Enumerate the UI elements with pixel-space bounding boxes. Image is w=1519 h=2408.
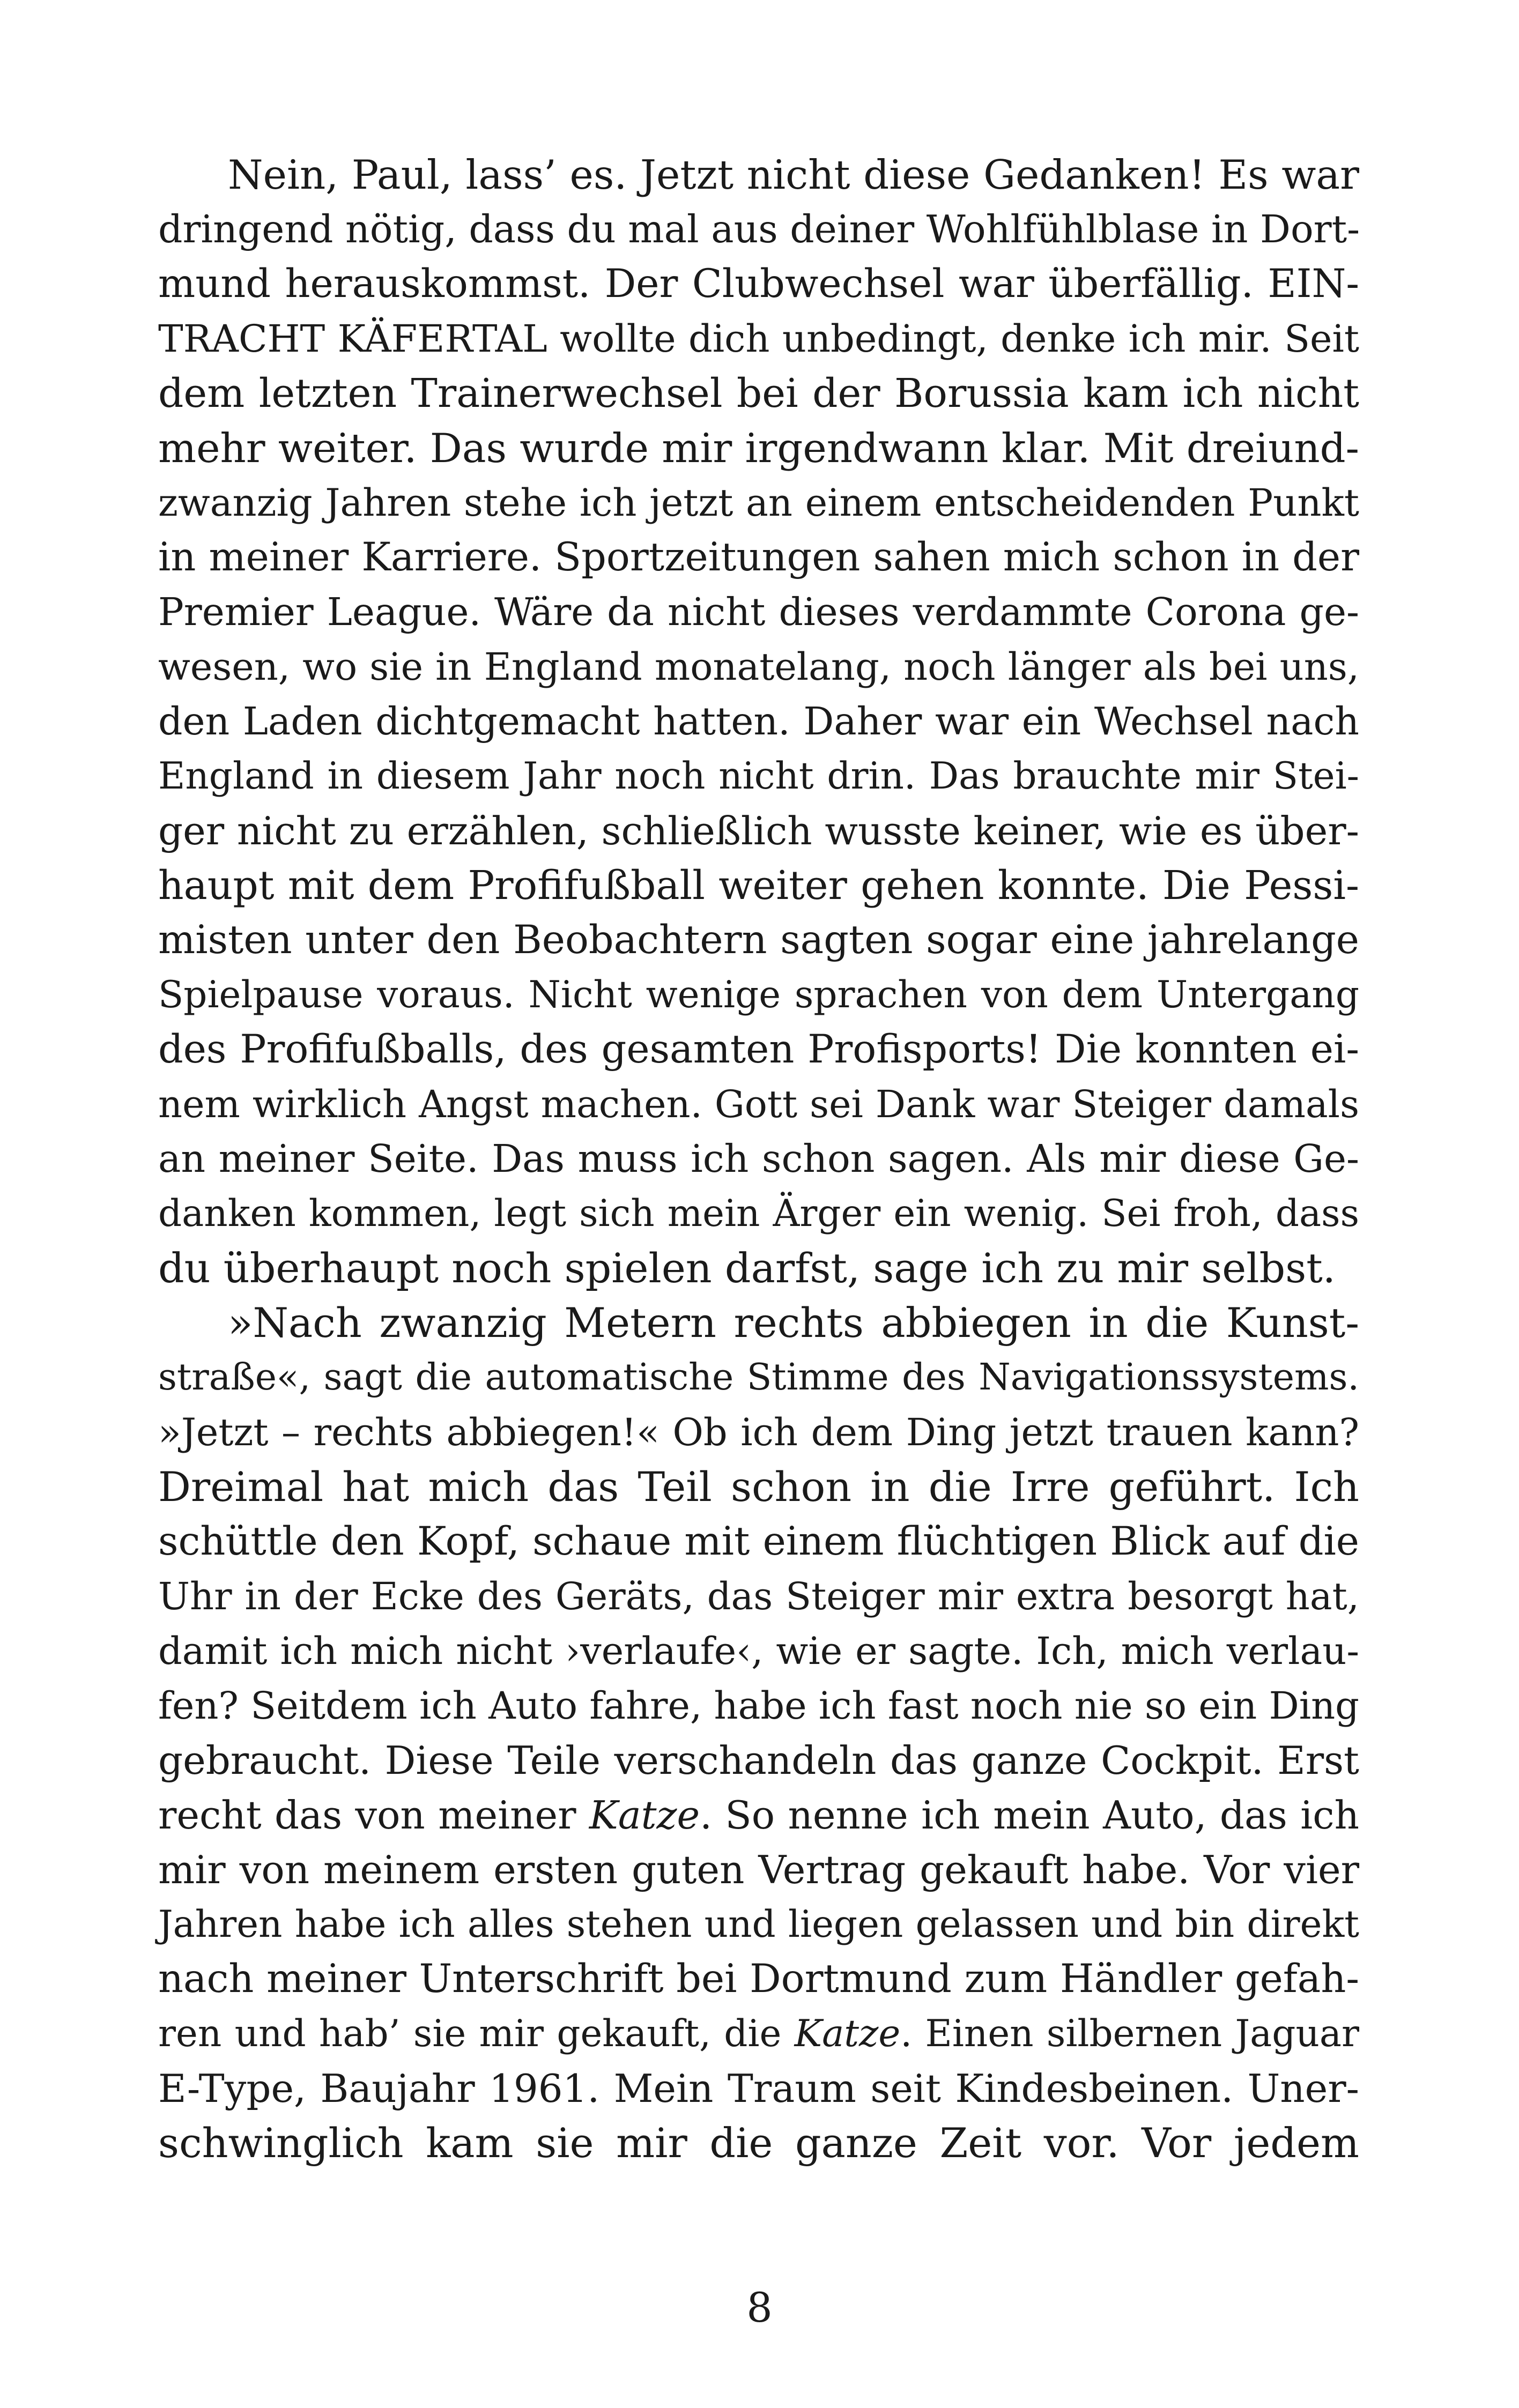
text-line: wesen, wo sie in England monatelang, noch länger als bei uns, — [158, 645, 1359, 689]
text-line: ger nicht zu erzählen, schließlich wusste keiner, wie es über- — [158, 808, 1359, 853]
text-line: E-Type, Baujahr 1961. Mein Traum seit Kindesbeinen. Uner- — [158, 2066, 1359, 2111]
text-line: Dreimal hat mich das Teil schon in die Irre geführt. Ich — [158, 1463, 1359, 1511]
text-line: Uhr in der Ecke des Geräts, das Steiger mir extra besorgt hat, — [158, 1574, 1359, 1618]
body-text — [158, 147, 1359, 2171]
text-line: mehr weiter. Das wurde mir irgendwann klar. Mit dreiund- — [158, 425, 1359, 472]
text-line: nem wirklich Angst machen. Gott sei Dank war Steiger damals — [158, 1082, 1359, 1126]
text-line: den Laden dichtgemacht hatten. Daher war ein Wechsel nach — [158, 699, 1359, 744]
text-line: zwanzig Jahren stehe ich jetzt an einem entscheidenden Punkt — [158, 481, 1359, 525]
text-line: schüttle den Kopf, schaue mit einem flüchtigen Blick auf die — [158, 1519, 1359, 1564]
text-line: TRACHT KÄFERTAL wollte dich unbedingt, denke ich mir. Seit — [158, 317, 1359, 361]
text-line: gebraucht. Diese Teile verschandeln das ganze Cockpit. Erst — [158, 1738, 1359, 1783]
text-line: Jahren habe ich alles stehen und liegen gelassen und bin direkt — [158, 1903, 1359, 1946]
text-line: nach meiner Unterschrift bei Dortmund zum Händler gefah- — [158, 1956, 1359, 2002]
text-line: Nein, Paul, lass’ es. Jetzt nicht diese Gedanken! Es war — [228, 151, 1359, 198]
text-line: des Profifußballs, des gesamten Profisports! Die konnten ei- — [158, 1027, 1359, 1072]
text-line: recht das von meiner Katze. So nenne ich mein Auto, das ich — [158, 1793, 1359, 1838]
text-line: »Nach zwanzig Metern rechts abbiegen in die Kunst- — [228, 1299, 1359, 1347]
emphasis: Katze — [794, 2012, 901, 2055]
text-line: England in diesem Jahr noch nicht drin. Das brauchte mir Stei- — [158, 755, 1359, 798]
text-line: dem letzten Trainerwechsel bei der Borussia kam ich nicht — [158, 370, 1359, 417]
text-line: »Jetzt – rechts abbiegen!« Ob ich dem Ding jetzt trauen kann? — [158, 1410, 1359, 1454]
text-line: misten unter den Beobachtern sagten sogar eine jahrelange — [158, 917, 1359, 963]
text-line: Premier League. Wäre da nicht dieses verdammte Corona ge- — [158, 590, 1359, 634]
text-line: mund herauskommst. Der Clubwechsel war überfällig. EIN- — [158, 261, 1359, 307]
paragraph — [158, 1296, 1359, 2171]
page-number: 8 — [746, 2284, 773, 2331]
text-line: haupt mit dem Profifußball weiter gehen konnte. Die Pessi- — [158, 863, 1359, 909]
text-line: danken kommen, legt sich mein Ärger ein wenig. Sei froh, dass — [158, 1192, 1359, 1235]
text-line: straße«, sagt die automatische Stimme des Navigationssystems. — [158, 1356, 1359, 1399]
text-line: Spielpause voraus. Nicht wenige sprachen von dem Untergang — [158, 973, 1359, 1016]
text-line: ren und hab’ sie mir gekauft, die Katze. Einen silbernen Jaguar — [158, 2012, 1360, 2055]
emphasis: Katze — [589, 1793, 700, 1838]
text-line: in meiner Karriere. Sportzeitungen sahen mich schon in der — [158, 534, 1359, 580]
text-line: an meiner Seite. Das muss ich schon sagen. Als mir diese Ge- — [158, 1136, 1359, 1181]
text-line: dringend nötig, dass du mal aus deiner Wohlfühlblase in Dort- — [158, 207, 1360, 251]
text-line: mir von meinem ersten guten Vertrag gekauft habe. Vor vier — [158, 1847, 1359, 1892]
text-line: du überhaupt noch spielen darfst, sage ich zu mir selbst. — [158, 1244, 1336, 1292]
text-line: schwinglich kam sie mir die ganze Zeit vor. Vor jedem — [158, 2119, 1359, 2167]
text-line: fen? Seitdem ich Auto fahre, habe ich fast noch nie so ein Ding — [158, 1684, 1359, 1728]
paragraph — [158, 147, 1359, 1296]
text-line: damit ich mich nicht ›verlaufe‹, wie er sagte. Ich, mich verlau- — [158, 1629, 1359, 1673]
